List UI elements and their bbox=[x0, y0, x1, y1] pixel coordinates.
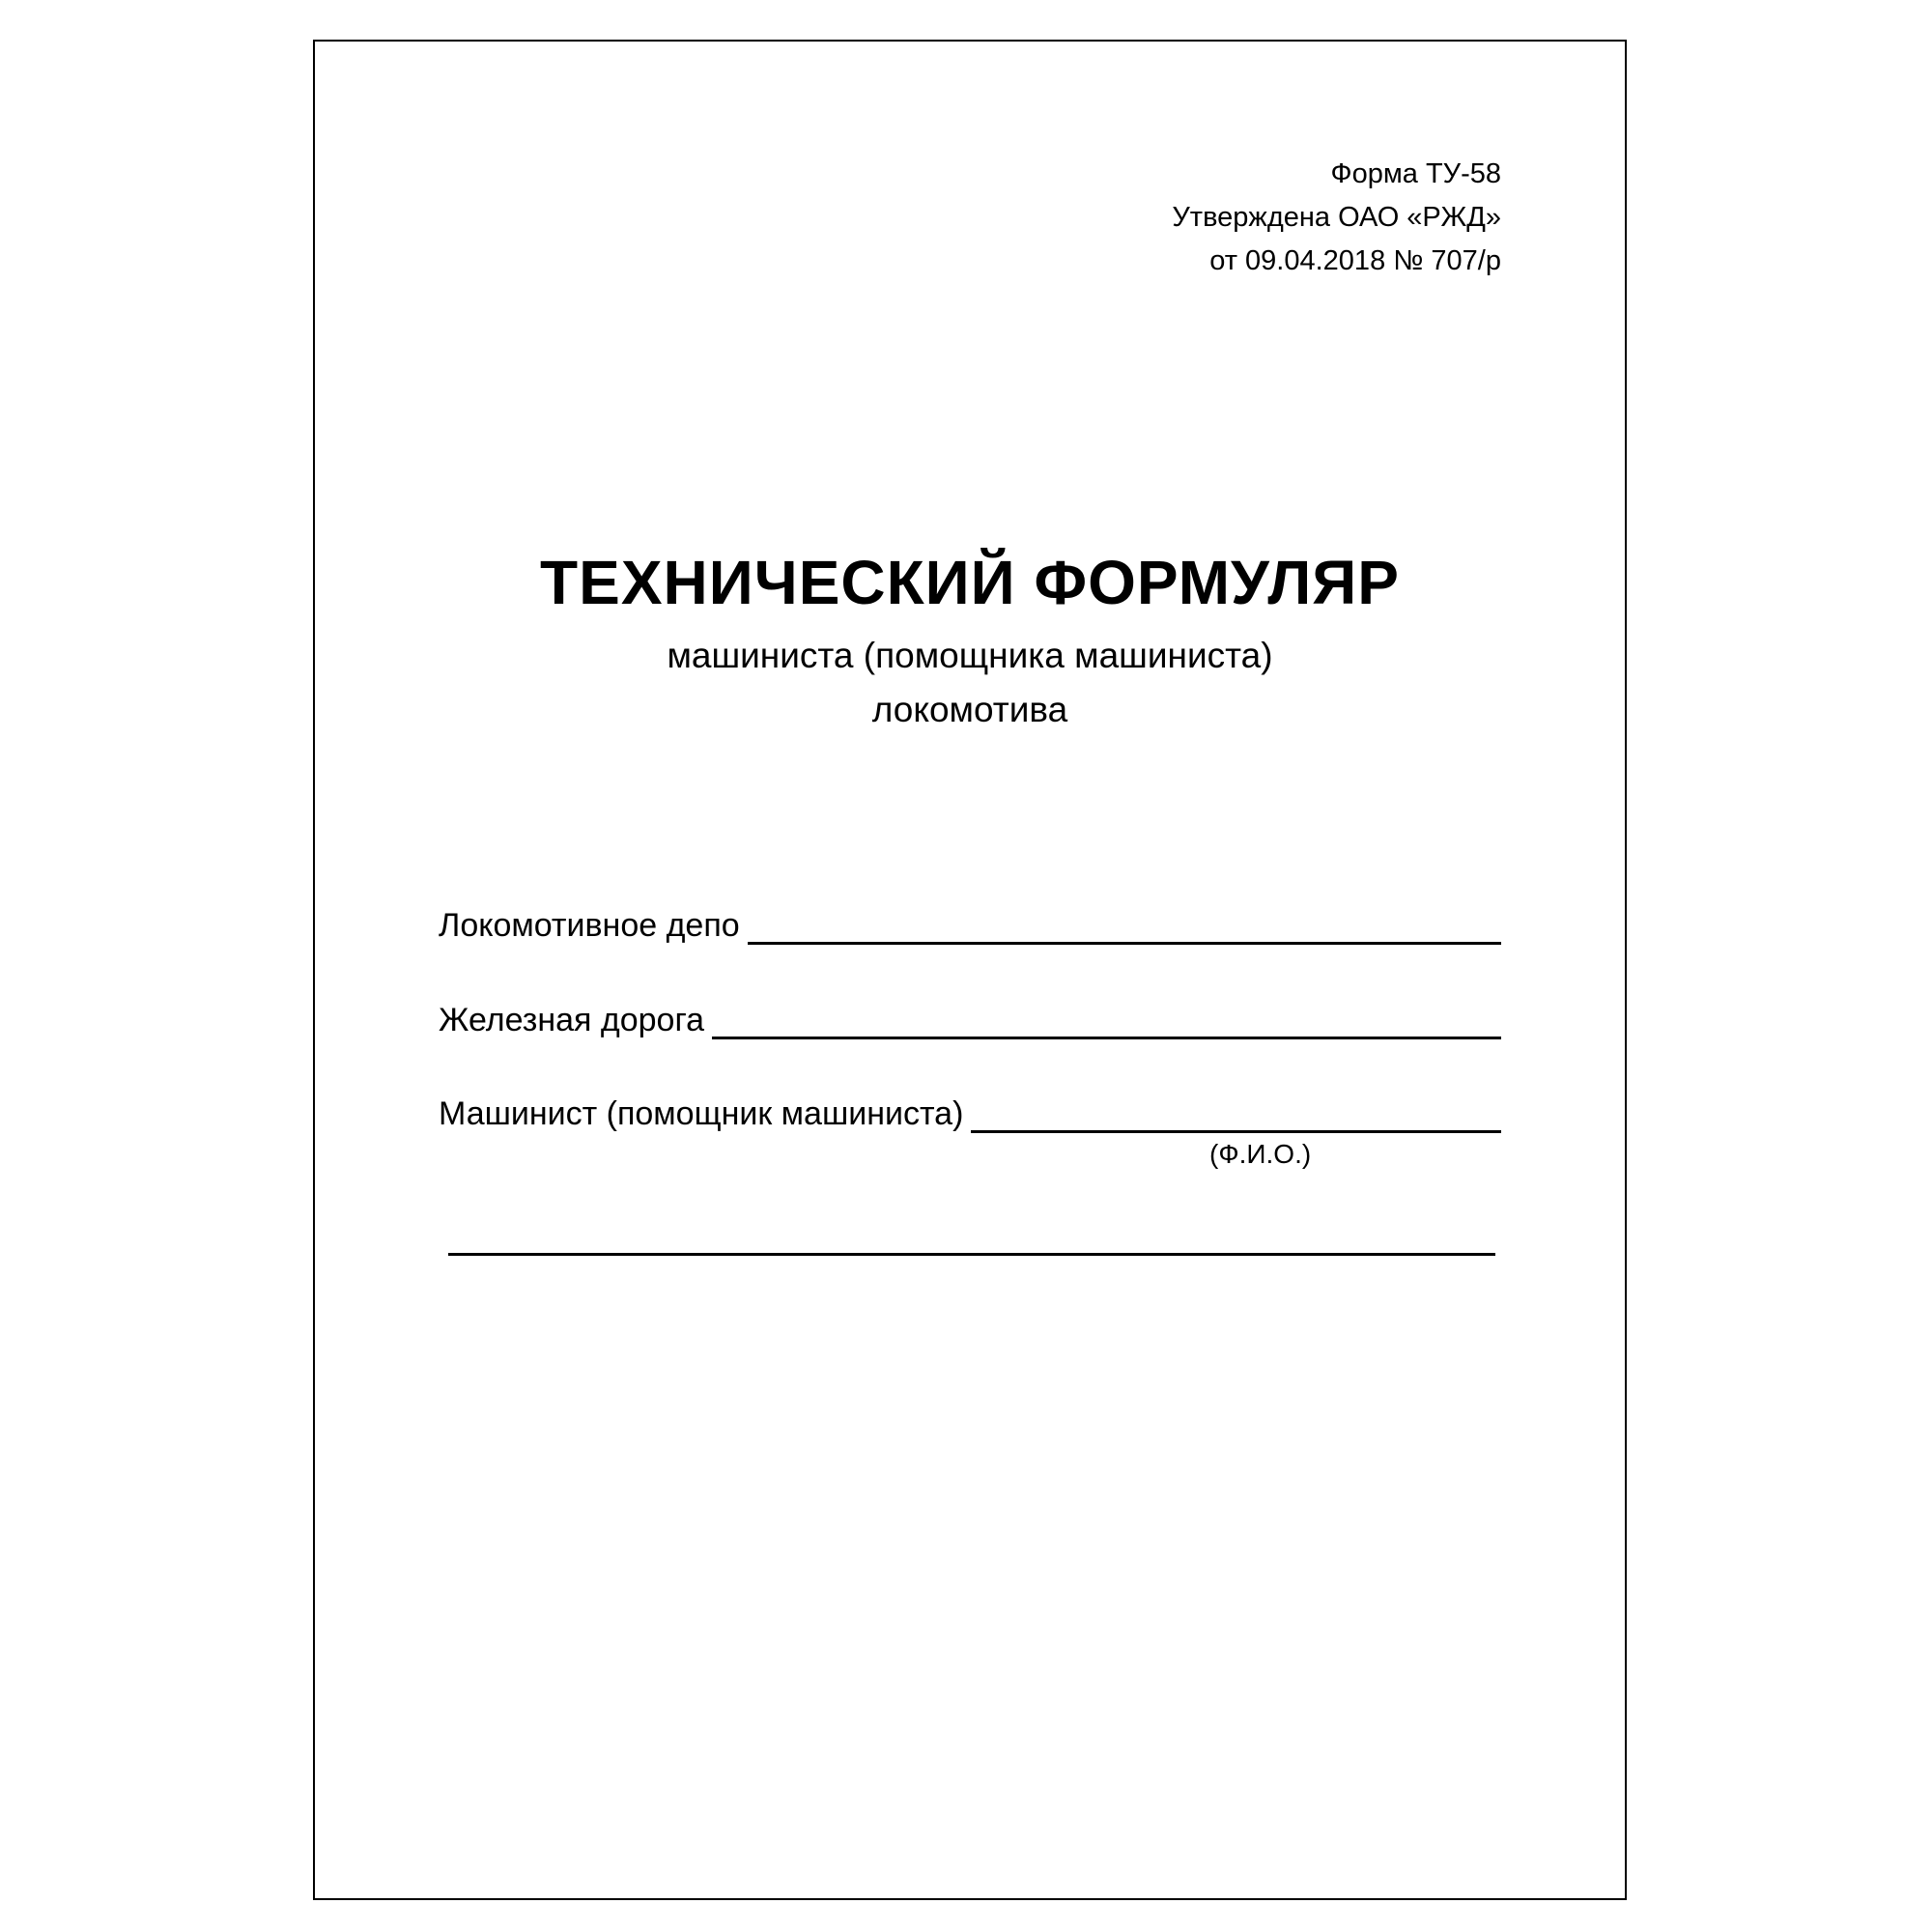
decree-reference: от 09.04.2018 № 707/р bbox=[1209, 245, 1501, 276]
depot-label: Локомотивное депо bbox=[439, 907, 740, 944]
document-subtitle: машиниста (помощника машиниста) bbox=[667, 636, 1273, 675]
railway-field bbox=[439, 1001, 1501, 1039]
approval-block bbox=[1172, 153, 1501, 283]
form-number: Форма ТУ-58 bbox=[1330, 158, 1501, 189]
document-title: ТЕХНИЧЕСКИЙ ФОРМУЛЯР bbox=[540, 548, 1400, 617]
fio-hint: (Ф.И.О.) bbox=[1209, 1139, 1312, 1169]
depot-blank-line bbox=[748, 913, 1501, 945]
document-sheet bbox=[313, 40, 1627, 1900]
approved-by: Утверждена ОАО «РЖД» bbox=[1172, 202, 1501, 233]
railway-label: Железная дорога bbox=[439, 1002, 705, 1038]
bottom-blank-line bbox=[448, 1253, 1495, 1256]
driver-blank-line bbox=[971, 1101, 1501, 1133]
railway-blank-line bbox=[712, 1008, 1501, 1039]
driver-label: Машинист (помощник машиниста) bbox=[439, 1095, 964, 1132]
depot-field bbox=[439, 906, 1501, 945]
driver-field bbox=[439, 1094, 1501, 1133]
title-block bbox=[315, 544, 1625, 735]
document-subtitle-2: локомотива bbox=[871, 690, 1068, 729]
